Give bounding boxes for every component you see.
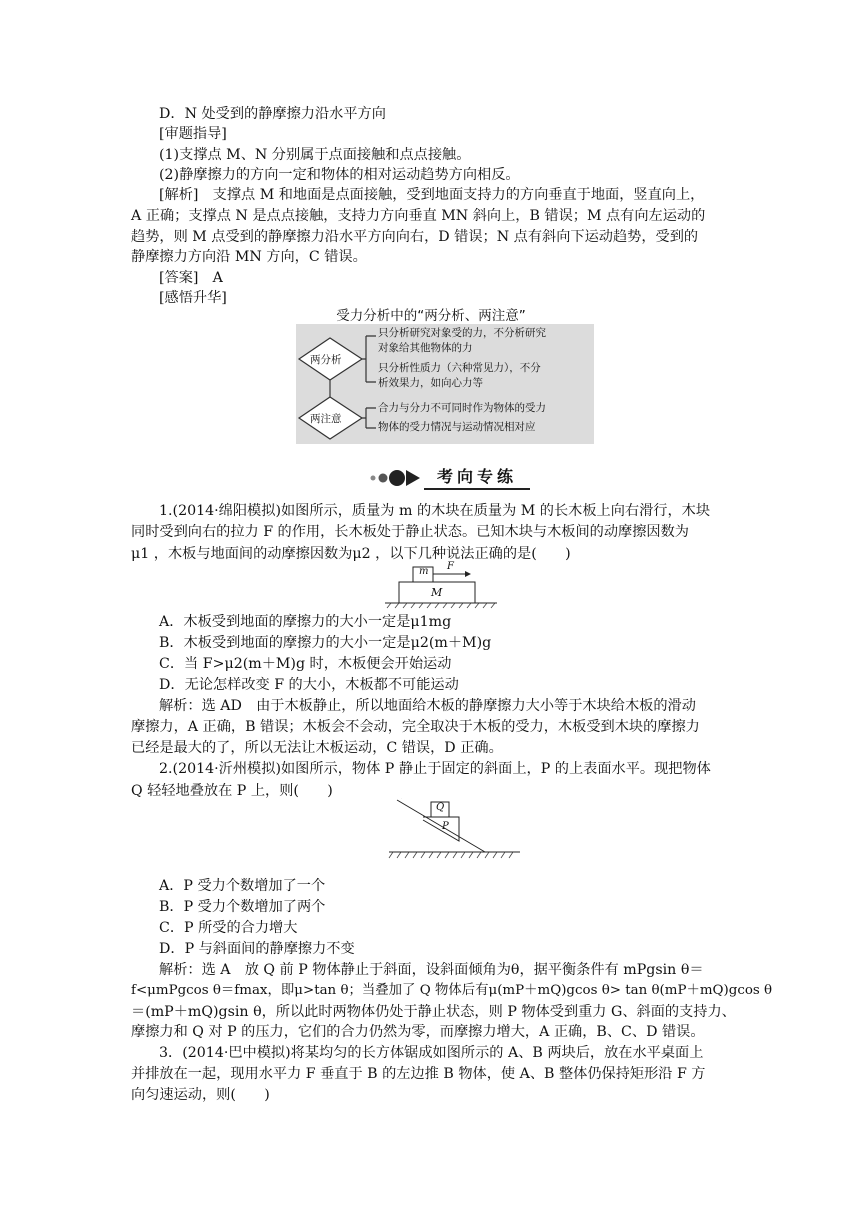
insight-label: [感悟升华] — [159, 290, 227, 306]
guide-point-2: (2)静摩擦力的方向一定和物体的相对运动趋势方向相反。 — [159, 167, 520, 183]
answer-label: [答案] A — [159, 270, 223, 286]
analysis-line: 趋势，则 M 点受到的静摩擦力沿水平方向向右，D 错误；N 点有斜向下运动趋势，受到的 — [131, 229, 699, 245]
q1-stem: 1.(2014·绵阳模拟)如图所示，质量为 m 的木块在质量为 M 的长木板上向右滑行，木块 — [159, 503, 711, 519]
node-two-analyses: 两分析 — [310, 354, 342, 366]
q1-option-b: B．木板受到地面的摩擦力的大小一定是μ2(m＋M)g — [159, 635, 492, 651]
q2-stem: 2.(2014·沂州模拟)如图所示，物体 P 静止于固定的斜面上，P 的上表面水平。现把物体 — [159, 761, 711, 777]
diagram-item: 只分析研究对象受的力，不分析研究 — [378, 327, 546, 339]
q1-stem: 同时受到向右的拉力 F 的作用，长木板处于静止状态。已知木块与木板间的动摩擦因数为 — [131, 524, 689, 540]
label-force-f: F — [447, 561, 454, 572]
q1-analysis: 解析：选 AD 由于木板静止，所以地面给木板的静摩擦力大小等于木块给木板的滑动 — [159, 698, 696, 714]
label-m: m — [419, 566, 429, 577]
banner-dots-icon — [368, 466, 428, 490]
node-two-cautions: 两注意 — [310, 413, 342, 425]
q2-option-c: C．P 所受的合力增大 — [159, 920, 298, 936]
q1-analysis: 摩擦力，A 正确，B 错误；木板会不会动，完全取决于木板的受力，木板受到木块的摩擦力 — [131, 719, 700, 735]
guide-point-1: (1)支撑点 M、N 分别属于点面接触和点点接触。 — [159, 147, 471, 163]
summary-diagram — [296, 324, 594, 444]
option-d-text: D．N 处受到的静摩擦力沿水平方向 — [159, 106, 386, 122]
q1-option-a: A．木板受到地面的摩擦力的大小一定是μ1mg — [159, 614, 452, 630]
label-p: P — [442, 821, 449, 832]
q3-stem: 并排放在一起，现用水平力 F 垂直于 B 的左边推 B 物体，使 A、B 整体仍保持矩形沿 F 方 — [131, 1066, 706, 1082]
exam-guide-label: [审题指导] — [159, 126, 227, 142]
analysis-line: [解析] 支撑点 M 和地面是点面接触，受到地面支持力的方向垂直于地面，竖直向上， — [159, 187, 705, 203]
diagram-item: 物体的受力情况与运动情况相对应 — [378, 421, 536, 433]
diagram-item: 对象给其他物体的力 — [378, 342, 473, 354]
q2-stem: Q 轻轻地叠放在 P 上，则( ) — [131, 783, 333, 799]
diagram-item: 析效果力，如向心力等 — [378, 377, 483, 389]
q2-option-a: A．P 受力个数增加了一个 — [159, 878, 326, 894]
diagram-item: 合力与分力不可同时作为物体的受力 — [378, 402, 546, 414]
q1-figure — [385, 561, 497, 610]
q2-analysis: f<μmPgcos θ＝fmax，即μ>tan θ；当叠加了 Q 物体后有μ(mP＋mQ)gcos θ> tan θ(mP＋mQ)gcos θ — [131, 983, 773, 998]
diagram-title: 受力分析中的“两分析、两注意” — [336, 308, 526, 324]
analysis-line: A 正确；支撑点 N 是点点接触，支持力方向垂直 MN 斜向上，B 错误；M 点有向左运动的 — [131, 208, 706, 224]
q2-option-d: D．P 与斜面间的静摩擦力不变 — [159, 941, 355, 957]
q3-stem: 向匀速运动，则( ) — [131, 1087, 270, 1103]
label-q: Q — [436, 802, 445, 813]
incline-diagram — [387, 798, 522, 860]
diagram-item: 只分析性质力（六种常见力），不分 — [378, 362, 541, 374]
analysis-line: 静摩擦力方向沿 MN 方向，C 错误。 — [131, 249, 367, 265]
q2-figure — [387, 798, 522, 860]
q1-analysis: 已经是最大的了，所以无法让木板运动，C 错误，D 正确。 — [131, 740, 503, 756]
q2-analysis: 摩擦力和 Q 对 P 的压力，它们的合力仍然为零，而摩擦力增大，A 正确，B、C、D 错误。 — [131, 1024, 705, 1040]
q2-analysis: ＝(mP＋mQ)gsin θ，所以此时两物体仍处于静止状态，则 P 物体受到重力 G、斜面的支持力、 — [131, 1004, 736, 1020]
q1-stem: μ1 ，木板与地面间的动摩擦因数为μ2 ，以下几种说法正确的是( ) — [131, 546, 571, 562]
q1-option-c: C．当 F>μ2(m＋M)g 时，木板便会开始运动 — [159, 656, 452, 672]
q1-option-d: D．无论怎样改变 F 的大小，木板都不可能运动 — [159, 677, 459, 693]
q3-stem: 3．(2014·巴中模拟)将某均匀的长方体锯成如图所示的 A、B 两块后，放在水平桌面上 — [159, 1045, 704, 1061]
section-banner-title: 考向专练 — [424, 466, 530, 490]
q2-option-b: B．P 受力个数增加了两个 — [159, 899, 326, 915]
label-big-m: M — [431, 586, 443, 599]
q2-analysis: 解析：选 A 放 Q 前 P 物体静止于斜面，设斜面倾角为θ，据平衡条件有 mPgsin θ＝ — [159, 962, 704, 978]
section-banner — [368, 466, 533, 490]
